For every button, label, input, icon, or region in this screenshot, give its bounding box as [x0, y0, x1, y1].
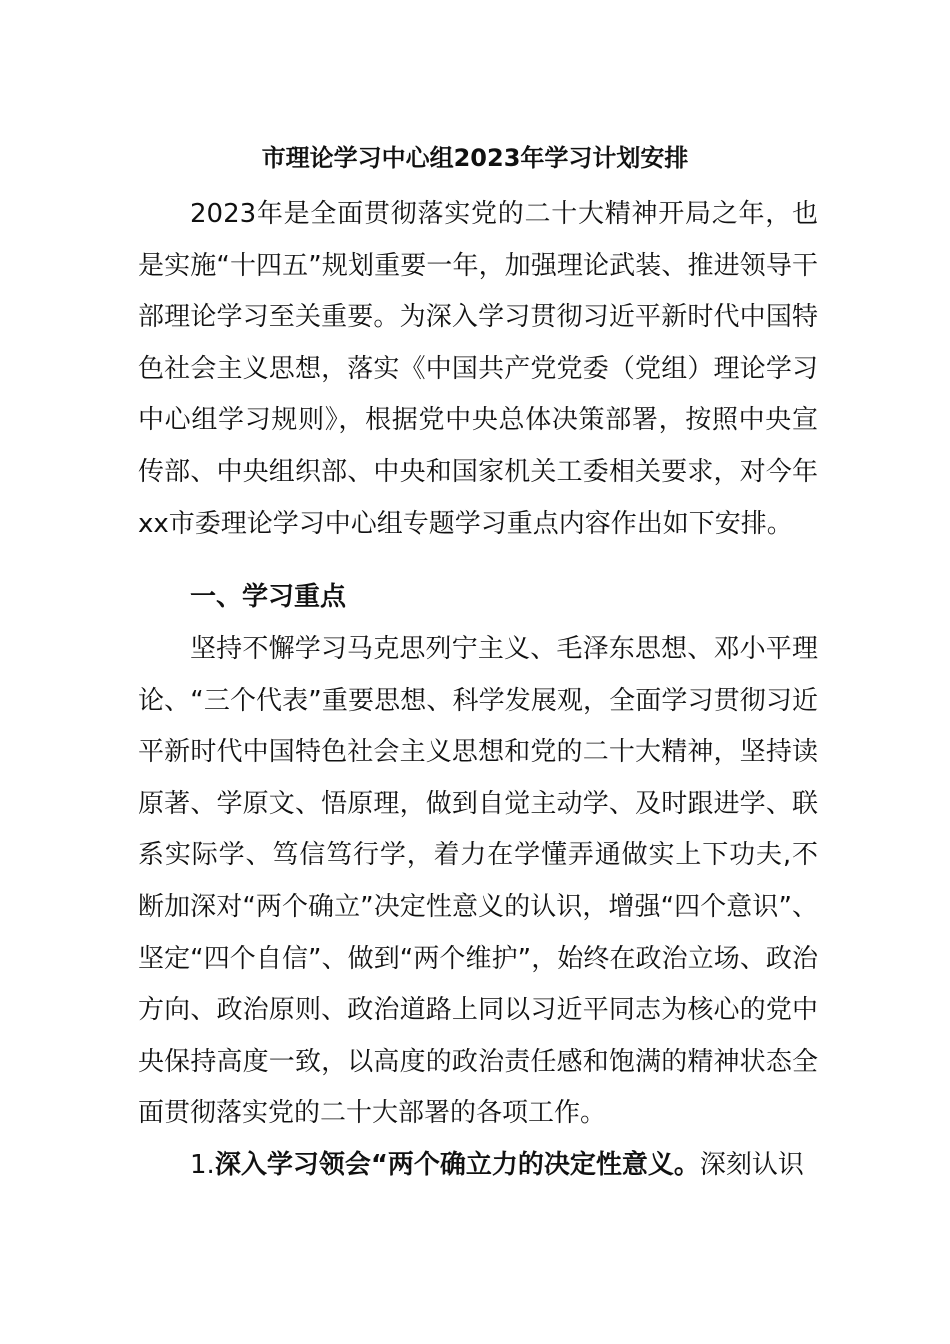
intro-paragraph: 2023年是全面贯彻落实党的二十大精神开局之年，也是实施“十四五”规划重要一年，加强理论武装、推进领导干部理论学习至关重要。为深入学习贯彻习近平新时代中国特色社会主义思想，落实《中国共产党党委（党组）理论学习中心组学习规则》，根据党中央总体决策部署，按照中央宣传部、中央组织部、中央和国家机关工委相关要求，对今年xx市委理论学习中心组专题学习重点内容作出如下安排。 [138, 199, 818, 539]
item-heading: 深入学习领会“两个确立力的决定性意义。 [214, 1150, 700, 1180]
item-paragraph [138, 1140, 818, 1192]
section-heading: 一、学习重点 [190, 582, 347, 612]
document-title: 市理论学习中心组2023年学习计划安排 [261, 144, 689, 172]
section-paragraph: 坚持不懈学习马克思列宁主义、毛泽东思想、邓小平理论、“三个代表”重要思想、科学发展观，全面学习贯彻习近平新时代中国特色社会主义思想和党的二十大精神，坚持读原著、学原文、悟原理，做到自觉主动学、及时跟进学、联系实际学、笃信笃行学，着力在学懂弄通做实上下功夫,不断加深对“两个确立”决定性意义的认识，增强“四个意识”、坚定“四个自信”、做到“两个维护”，始终在政治立场、政治方向、政治原则、政治道路上同以习近平同志为核心的党中央保持高度一致，以高度的政治责任感和饱满的精神状态全面贯彻落实党的二十大部署的各项工作。 [138, 634, 818, 1129]
item-text: 深刻认识 [699, 1150, 804, 1180]
item-number: 1. [190, 1150, 215, 1180]
